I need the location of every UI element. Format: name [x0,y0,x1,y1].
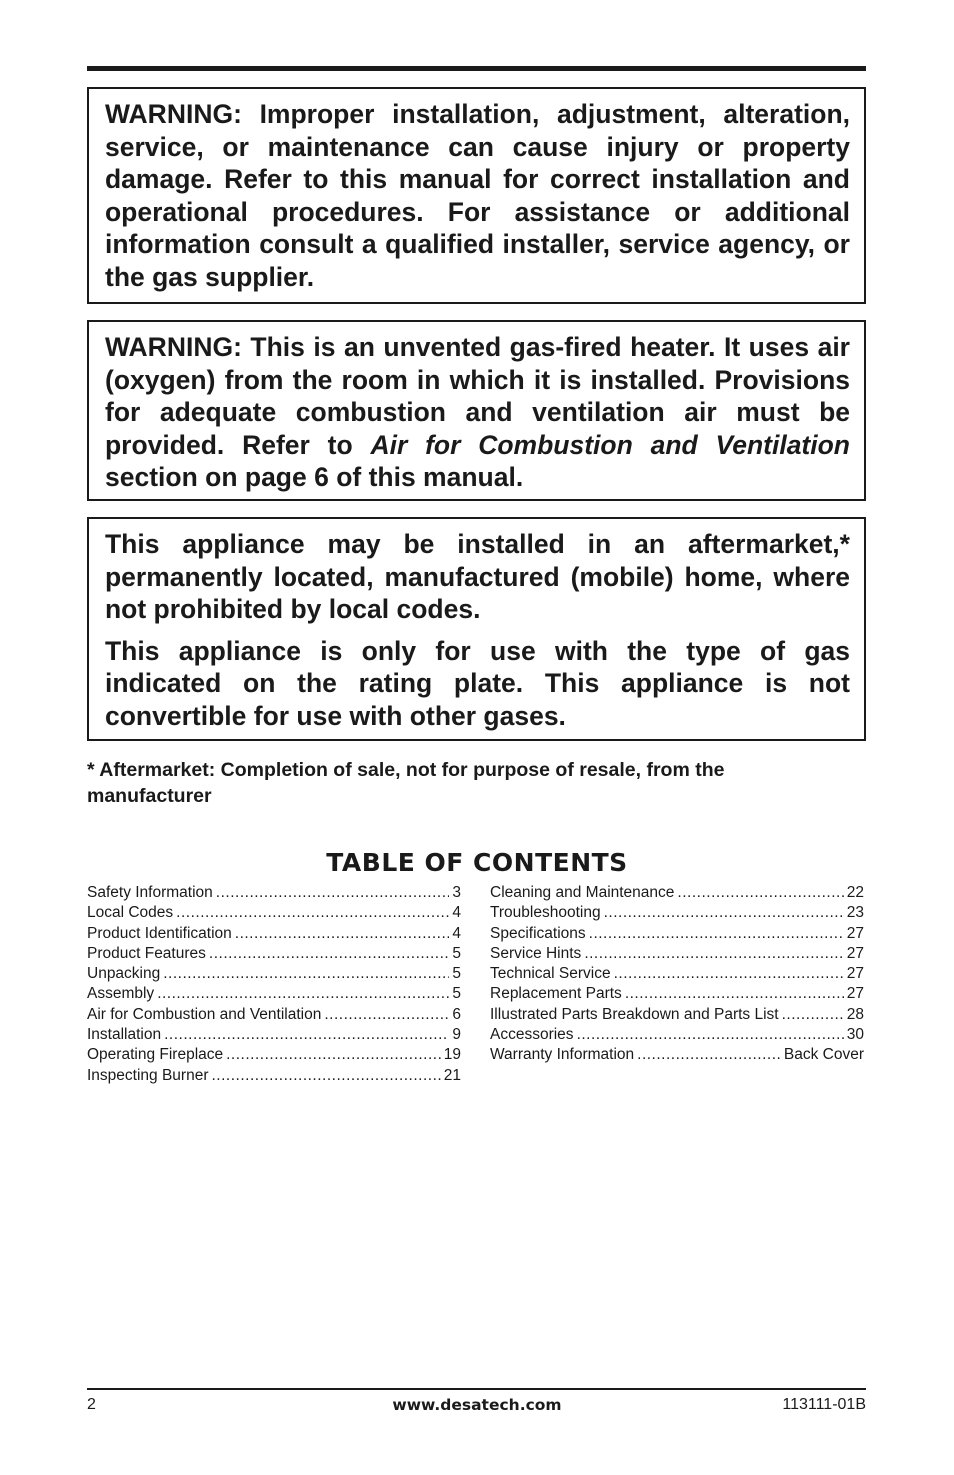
toc-entry [490,1025,864,1045]
toc-entry [490,903,864,923]
toc-entry-page: 27 [846,924,864,942]
toc-entry-page: 6 [452,1005,461,1023]
toc-entry [490,883,864,903]
toc-entry [87,944,461,964]
toc-entry-page: 5 [452,965,461,983]
toc-entry-label: Safety Information [87,884,213,901]
toc-entry-label: Technical Service [490,965,611,983]
toc-leader-dots [584,944,843,964]
toc-leader-dots [614,964,844,984]
toc-entry-page: 5 [452,944,461,962]
section-reference: Air for Combustion and Ventilation [370,429,850,460]
toc-leader-dots [324,1005,449,1025]
top-rule [87,66,866,71]
toc-entry-label: Assembly [87,985,155,1003]
toc-entry-page: 4 [452,924,461,942]
toc-entry-page: 9 [452,1026,461,1044]
toc-entry [87,984,461,1004]
toc-entry [490,924,864,944]
toc-left-column [87,883,461,1086]
toc-entry-label: Unpacking [87,965,161,983]
toc-entry-label: Specifications [490,924,586,942]
unvented-heater-warning-box [87,320,866,501]
toc-entry-page: 27 [846,965,864,983]
warning-text-start: WARNING: This is an unvented gas-fired heater. It uses air (oxygen) from the room in which it is installed. Provisions for adequate combustion and ventilation air must be provided. Refer to [105,332,850,460]
toc-leader-dots [637,1045,781,1065]
toc-leader-dots [235,924,450,944]
toc-leader-dots [677,883,843,903]
toc-entry-page: 4 [452,904,461,922]
toc-entry [490,1045,864,1065]
toc-leader-dots [209,944,449,964]
installation-warning-box [87,87,866,304]
toc-entry-label: Product Identification [87,924,232,942]
website-url: www.desatech.com [392,1396,562,1414]
toc-entry-label: Service Hints [490,944,582,962]
page-number: 2 [87,1396,96,1413]
toc-entry-page: 5 [452,985,461,1003]
toc-entry [87,1066,461,1086]
toc-leader-dots [577,1025,844,1045]
toc-leader-dots [216,883,450,903]
toc-leader-dots [163,964,449,984]
toc-entry-label: Cleaning and Maintenance [490,884,675,901]
toc-entry [490,1005,864,1025]
toc-entry [87,1045,461,1065]
toc-leader-dots [625,984,844,1004]
toc-title: TABLE OF CONTENTS [326,848,628,877]
toc-entry-page: 27 [846,944,864,962]
toc-entry-label: Local Codes [87,904,174,922]
toc-entry-page: 3 [452,884,461,901]
toc-entry [87,1005,461,1025]
toc-entry-label: Accessories [490,1026,574,1044]
unvented-heater-warning-text [105,331,850,494]
toc-leader-dots [212,1066,441,1086]
toc-entry-label: Air for Combustion and Ventilation [87,1005,322,1023]
toc-leader-dots [164,1025,449,1045]
toc-entry [87,903,461,923]
warning-text-end: section on page 6 of this manual. [105,462,524,492]
mobile-home-notice: This appliance may be installed in an aftermarket,* permanently located, manufactured (mobile) home, where not prohibited by local codes. [105,529,850,624]
toc-leader-dots [226,1045,441,1065]
toc-entry [490,944,864,964]
toc-entry [87,964,461,984]
appliance-notice-box [87,517,866,741]
toc-leader-dots [176,903,449,923]
toc-right-column [490,883,864,1066]
toc-entry-label: Operating Fireplace [87,1046,224,1064]
toc-entry-page: 22 [846,884,864,901]
toc-entry [490,984,864,1004]
toc-entry-label: Inspecting Burner [87,1066,209,1084]
toc-entry [87,1025,461,1045]
toc-leader-dots [604,903,844,923]
toc-entry-label: Product Features [87,944,206,962]
toc-entry [490,964,864,984]
installation-warning-text: WARNING: Improper installation, adjustment, alteration, service, or maintenance can cause injury or property damage. Refer to this manual for correct installation and operational procedures. For assistance or additional information consult a qualified installer, service agency, or the gas supplier. [105,99,850,292]
toc-leader-dots [157,984,449,1004]
toc-entry-page: 27 [846,985,864,1003]
aftermarket-footnote: * Aftermarket: Completion of sale, not for purpose of resale, from the manufacturer [87,759,725,807]
toc-entry [87,883,461,903]
toc-leader-dots [782,1005,844,1025]
gas-type-notice: This appliance is only for use with the type of gas indicated on the rating plate. This appliance is not convertible for use with other gases. [105,635,850,731]
toc-entry-page: 30 [846,1026,864,1044]
toc-entry-label: Installation [87,1026,162,1044]
toc-entry-label: Replacement Parts [490,985,622,1003]
document-code: 113111-01B [782,1396,866,1413]
toc-entry-label: Illustrated Parts Breakdown and Parts List [490,1005,779,1023]
toc-entry-label: Troubleshooting [490,904,601,922]
toc-entry-page: 21 [443,1066,461,1084]
toc-leader-dots [589,924,844,944]
toc-entry-page: 28 [846,1005,864,1023]
toc-entry-label: Warranty Information [490,1046,635,1064]
toc-entry-page: 23 [846,904,864,922]
toc-entry-page: Back Cover [783,1046,864,1064]
toc-entry [87,924,461,944]
bottom-rule [87,1388,866,1390]
toc-entry-page: 19 [443,1046,461,1064]
